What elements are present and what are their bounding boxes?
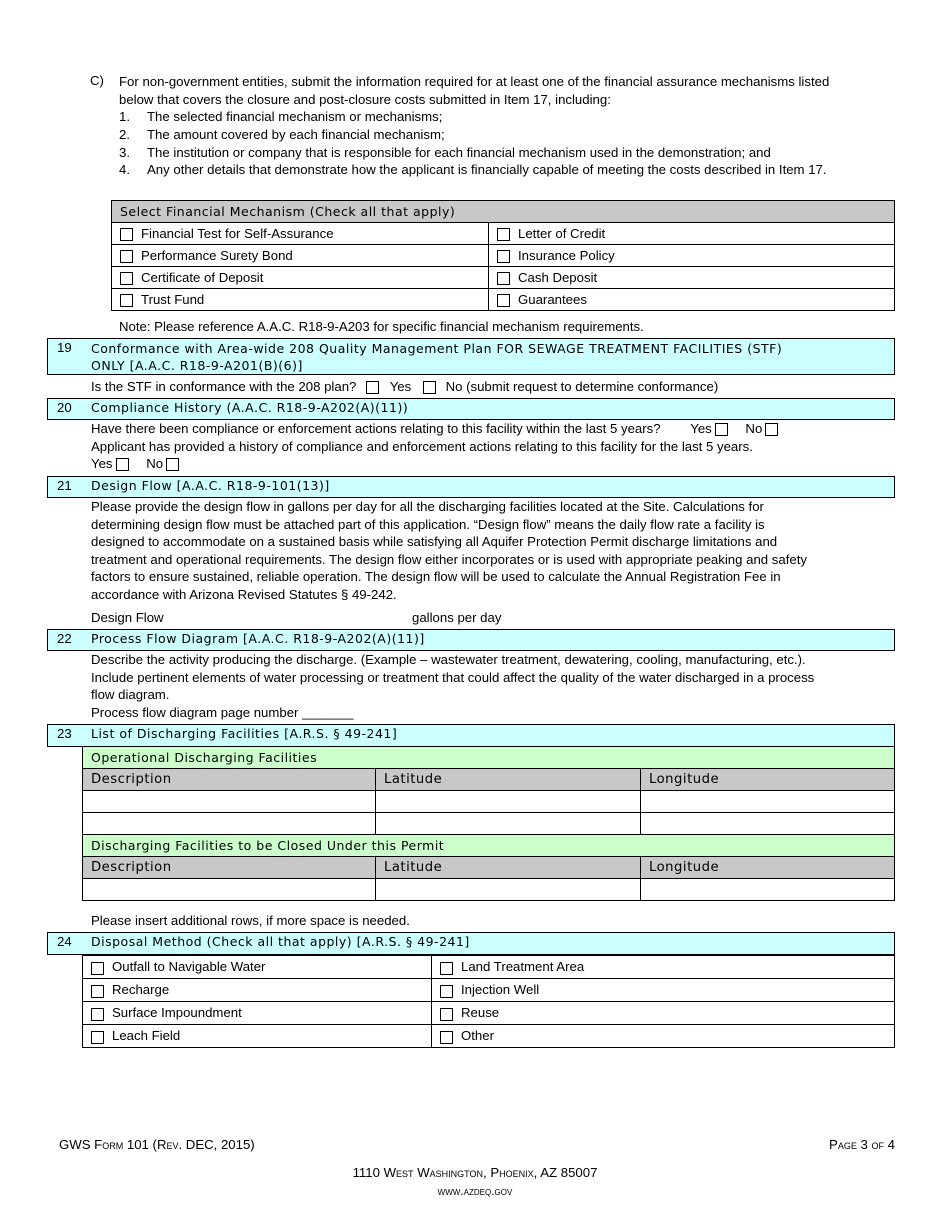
- financial-mechanism-table: [111, 200, 895, 311]
- design-flow-units: gallons per day: [412, 610, 502, 625]
- section-20-header: [47, 398, 895, 420]
- discharging-facilities-table: [82, 746, 895, 901]
- section-number: 20: [57, 400, 72, 415]
- yes-label: Yes: [389, 379, 412, 394]
- latitude-cell[interactable]: [376, 879, 641, 901]
- form-id: GWS Form 101 (Rev. DEC, 2015): [59, 1137, 255, 1152]
- financial-option[interactable]: Performance Surety Bond: [112, 245, 489, 267]
- table-row: [83, 813, 895, 835]
- description-cell[interactable]: [83, 879, 376, 901]
- column-header: Longitude: [641, 857, 895, 879]
- paragraph-line: Describe the activity producing the discharge. (Example – wastewater treatment, dewatering, cooling, manufacturing, etc.).: [91, 652, 806, 667]
- checkbox[interactable]: [91, 962, 104, 975]
- checkbox[interactable]: [91, 1031, 104, 1044]
- yes-checkbox[interactable]: [116, 458, 129, 471]
- no-checkbox[interactable]: [166, 458, 179, 471]
- section-number: 23: [57, 726, 72, 741]
- footer-website: www.azdeq.gov: [437, 1184, 513, 1198]
- longitude-cell[interactable]: [641, 791, 895, 813]
- section-number: 24: [57, 934, 72, 949]
- description-cell[interactable]: [83, 813, 376, 835]
- section-number: 22: [57, 631, 72, 646]
- column-header: Longitude: [641, 769, 895, 791]
- closed-header: Discharging Facilities to be Closed Under this Permit: [83, 835, 895, 857]
- compliance-question-1: Have there been compliance or enforcement actions relating to this facility within the last 5 years?: [91, 421, 661, 436]
- checkbox[interactable]: [497, 272, 510, 285]
- section-24-header: [47, 932, 895, 955]
- column-header: Latitude: [376, 857, 641, 879]
- section-c-intro: [119, 73, 899, 108]
- section-22-header: [47, 629, 895, 651]
- checkbox[interactable]: [440, 1008, 453, 1021]
- financial-option[interactable]: Certificate of Deposit: [112, 267, 489, 289]
- table-row: [83, 879, 895, 901]
- financial-option[interactable]: Letter of Credit: [489, 223, 895, 245]
- footer-address: 1110 West Washington, Phoenix, AZ 85007: [352, 1165, 598, 1180]
- disposal-option[interactable]: Injection Well: [432, 979, 895, 1002]
- section-c-label: C): [90, 73, 104, 88]
- yes-label: Yes: [91, 456, 113, 472]
- process-flow-page-number: Process flow diagram page number _______: [91, 704, 354, 720]
- column-header: Description: [83, 769, 376, 791]
- section-title-cont: ONLY [A.A.C. R18-9-A201(B)(6)]: [91, 358, 303, 373]
- latitude-cell[interactable]: [376, 791, 641, 813]
- yes-checkbox[interactable]: [366, 381, 379, 394]
- section-c-list: [119, 108, 827, 179]
- checkbox[interactable]: [440, 962, 453, 975]
- disposal-option[interactable]: Land Treatment Area: [432, 956, 895, 979]
- operational-header: Operational Discharging Facilities: [83, 747, 895, 769]
- disposal-method-table: [82, 955, 895, 1048]
- disposal-option[interactable]: Leach Field: [83, 1025, 432, 1048]
- description-cell[interactable]: [83, 791, 376, 813]
- section-title: Conformance with Area-wide 208 Quality Management Plan FOR SEWAGE TREATMENT FACILITIES (STF): [91, 341, 783, 356]
- checkbox[interactable]: [440, 985, 453, 998]
- checkbox[interactable]: [120, 250, 133, 263]
- no-checkbox[interactable]: [423, 381, 436, 394]
- page-number: Page 3 of 4: [829, 1137, 895, 1152]
- longitude-cell[interactable]: [641, 879, 895, 901]
- design-flow-input[interactable]: [175, 610, 405, 627]
- disposal-option[interactable]: Reuse: [432, 1002, 895, 1025]
- checkbox[interactable]: [497, 228, 510, 241]
- section-title: Design Flow [A.A.C. R18-9-101(13)]: [91, 478, 330, 493]
- section-21-header: [47, 476, 895, 498]
- section-number: 21: [57, 478, 72, 493]
- financial-option[interactable]: Insurance Policy: [489, 245, 895, 267]
- compliance-question-2: Applicant has provided a history of compliance and enforcement actions relating to this facility for the last 5 years.: [91, 438, 753, 454]
- financial-option[interactable]: Trust Fund: [112, 289, 489, 311]
- paragraph-line: flow diagram.: [91, 687, 170, 703]
- section-c-line2: below that covers the closure and post-closure costs submitted in Item 17, including:: [119, 91, 611, 107]
- stf-question-row: [91, 379, 718, 394]
- list-item: 2. The amount covered by each financial mechanism;: [119, 126, 445, 142]
- disposal-option[interactable]: Recharge: [83, 979, 432, 1002]
- section-title: Process Flow Diagram [A.A.C. R18-9-A202(A)(11)]: [91, 631, 425, 646]
- paragraph-line: Include pertinent elements of water processing or treatment that could affect the quality of the water discharged in a process: [91, 669, 815, 685]
- section-19-header: [47, 338, 895, 375]
- column-header: Latitude: [376, 769, 641, 791]
- checkbox[interactable]: [120, 228, 133, 241]
- checkbox[interactable]: [91, 985, 104, 998]
- section-title: List of Discharging Facilities [A.R.S. § 49-241]: [91, 726, 398, 741]
- financial-option[interactable]: Guarantees: [489, 289, 895, 311]
- latitude-cell[interactable]: [376, 813, 641, 835]
- no-label: No: [146, 456, 164, 472]
- section-number: 19: [57, 340, 72, 355]
- disposal-option[interactable]: Other: [432, 1025, 895, 1048]
- checkbox[interactable]: [497, 250, 510, 263]
- paragraph-line: Please provide the design flow in gallons per day for all the discharging facilities located at the Site. Calculations for: [91, 499, 764, 514]
- checkbox[interactable]: [91, 1008, 104, 1021]
- design-flow-label: Design Flow: [91, 610, 164, 625]
- checkbox[interactable]: [440, 1031, 453, 1044]
- process-flow-text: [91, 651, 814, 721]
- disposal-option[interactable]: Surface Impoundment: [83, 1002, 432, 1025]
- yes-checkbox[interactable]: [715, 423, 728, 436]
- paragraph-line: accordance with Arizona Revised Statutes § 49-242.: [91, 586, 397, 602]
- design-flow-text: [91, 498, 807, 604]
- no-label: No (submit request to determine conformance): [445, 379, 719, 394]
- table-row: [83, 791, 895, 813]
- longitude-cell[interactable]: [641, 813, 895, 835]
- checkbox[interactable]: [120, 294, 133, 307]
- checkbox[interactable]: [120, 272, 133, 285]
- financial-option[interactable]: Cash Deposit: [489, 267, 895, 289]
- checkbox[interactable]: [497, 294, 510, 307]
- paragraph-line: factors to ensure sustained, reliable operation. The design flow will be used to calculate the Annual Registration Fee in: [91, 569, 781, 585]
- section-title: Disposal Method (Check all that apply) [A.R.S. § 49-241]: [91, 934, 470, 949]
- paragraph-line: designed to accommodate on a sustained basis while satisfying all Aquifer Protection Permit discharge limitations and: [91, 534, 778, 550]
- section-title: Compliance History (A.A.C. R18-9-A202(A)(11)): [91, 400, 409, 415]
- compliance-questions: [91, 420, 778, 473]
- list-item: 1. The selected financial mechanism or mechanisms;: [119, 109, 443, 124]
- financial-option[interactable]: Financial Test for Self-Assurance: [112, 223, 489, 245]
- list-item: 4. Any other details that demonstrate how the applicant is financially capable of meeting the costs described in Item 17.: [119, 162, 827, 178]
- column-header: Description: [83, 857, 376, 879]
- disposal-option[interactable]: Outfall to Navigable Water: [83, 956, 432, 979]
- financial-table-header: Select Financial Mechanism (Check all that apply): [112, 201, 895, 223]
- no-checkbox[interactable]: [765, 423, 778, 436]
- paragraph-line: treatment and operational requirements. The design flow either incorporates or is used with appropriate peaking and safety: [91, 551, 807, 567]
- paragraph-line: determining design flow must be attached part of this application. “Design flow” means the daily flow rate a facility is: [91, 516, 765, 532]
- additional-rows-note: Please insert additional rows, if more space is needed.: [91, 913, 410, 928]
- section-c-line1: For non-government entities, submit the information required for at least one of the financial assurance mechanisms listed: [119, 74, 830, 89]
- no-label: No: [745, 421, 763, 436]
- stf-question: Is the STF in conformance with the 208 plan?: [91, 379, 357, 394]
- list-item: 3. The institution or company that is responsible for each financial mechanism used in the demonstration; and: [119, 144, 771, 160]
- section-23-header: [47, 724, 895, 747]
- yes-label: Yes: [690, 421, 712, 436]
- financial-note: Note: Please reference A.A.C. R18-9-A203 for specific financial mechanism requirements.: [119, 319, 644, 334]
